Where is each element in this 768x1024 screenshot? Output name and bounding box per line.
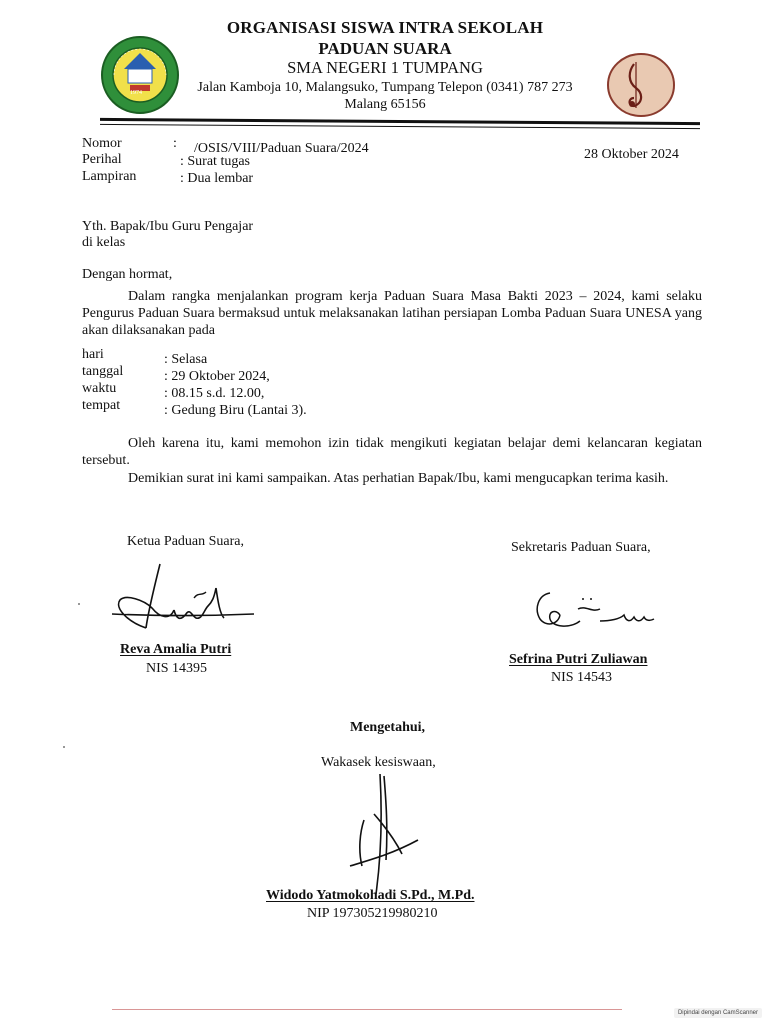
header-rule-thin xyxy=(100,124,700,129)
recipient-line-1: Yth. Bapak/Ibu Guru Pengajar xyxy=(82,219,254,234)
scan-speck xyxy=(63,746,65,748)
paragraph-3 xyxy=(82,470,702,487)
schedule-value-tempat: : Gedung Biru (Lantai 3). xyxy=(164,403,307,418)
perihal-label: Perihal xyxy=(82,152,122,167)
approval-title: Wakasek kesiswaan, xyxy=(321,755,436,770)
bottom-edge-line xyxy=(112,1009,622,1010)
letter-date: 28 Oktober 2024 xyxy=(584,147,679,162)
nomor-label: Nomor xyxy=(82,136,122,151)
nomor-value: /OSIS/VIII/Paduan Suara/2024 xyxy=(194,141,369,156)
school-address: Jalan Kamboja 10, Malangsuko, Tumpang Telepon (0341) 787 273 xyxy=(197,80,573,95)
org-title: ORGANISASI SISWA INTRA SEKOLAH xyxy=(226,18,544,37)
approval-signature-image xyxy=(340,770,430,900)
schedule-label-tempat: tempat xyxy=(82,398,121,413)
approval-heading: Mengetahui, xyxy=(350,720,426,735)
right-signature-image xyxy=(530,585,660,635)
left-signer-title: Ketua Paduan Suara, xyxy=(127,534,245,549)
left-signer-name: Reva Amalia Putri xyxy=(120,642,232,657)
scanner-watermark: Dipindai dengan CamScanner xyxy=(674,1008,762,1018)
school-city: Malang 65156 xyxy=(344,97,426,112)
scan-speck xyxy=(78,603,80,605)
unit-title: PADUAN SUARA xyxy=(318,39,452,58)
right-signer-nis: NIS 14543 xyxy=(551,670,613,685)
right-signer-name: Sefrina Putri Zuliawan xyxy=(509,652,648,667)
approval-signer-nip: NIP 197305219980210 xyxy=(307,906,438,921)
right-signer-title: Sekretaris Paduan Suara, xyxy=(511,540,651,555)
schedule-value-waktu: : 08.15 s.d. 12.00, xyxy=(164,386,265,401)
schedule-label-hari: hari xyxy=(82,347,104,362)
paragraph-3-text: Demikian surat ini kami sampaikan. Atas perhatian Bapak/Ibu, kami mengucapkan terima kasih. xyxy=(128,471,669,486)
schedule-value-hari: : Selasa xyxy=(164,352,208,367)
schedule-label-tanggal: tanggal xyxy=(82,364,124,379)
paragraph-2-text: Oleh karena itu, kami memohon izin tidak mengikuti kegiatan belajar demi kelancaran kegiatan tersebut. xyxy=(82,436,702,468)
lampiran-label: Lampiran xyxy=(82,169,137,184)
paragraph-2 xyxy=(82,435,702,469)
greeting: Dengan hormat, xyxy=(82,267,173,282)
lampiran-value: : Dua lembar xyxy=(180,171,254,186)
school-logo-year: 1974 xyxy=(130,90,142,96)
left-signer-nis: NIS 14395 xyxy=(146,661,208,676)
recipient-line-2: di kelas xyxy=(82,235,126,250)
approval-signer-name: Widodo Yatmokohadi S.Pd., M.Pd. xyxy=(266,888,475,903)
schedule-label-waktu: waktu xyxy=(82,381,117,396)
school-name: SMA NEGERI 1 TUMPANG xyxy=(287,58,483,77)
paragraph-1 xyxy=(82,288,702,339)
left-signature-image xyxy=(108,558,258,638)
schedule-value-tanggal: : 29 Oktober 2024, xyxy=(164,369,270,384)
perihal-value: : Surat tugas xyxy=(180,154,250,169)
paragraph-1-text: Dalam rangka menjalankan program kerja Paduan Suara Masa Bakti 2023 – 2024, kami selaku Pengurus Paduan Suara bermaksud untuk melaksanakan latihan persiapan Lomba Paduan Suara UNESA yang akan dilaksanakan pada xyxy=(82,289,702,338)
nomor-colon: : xyxy=(173,136,177,151)
